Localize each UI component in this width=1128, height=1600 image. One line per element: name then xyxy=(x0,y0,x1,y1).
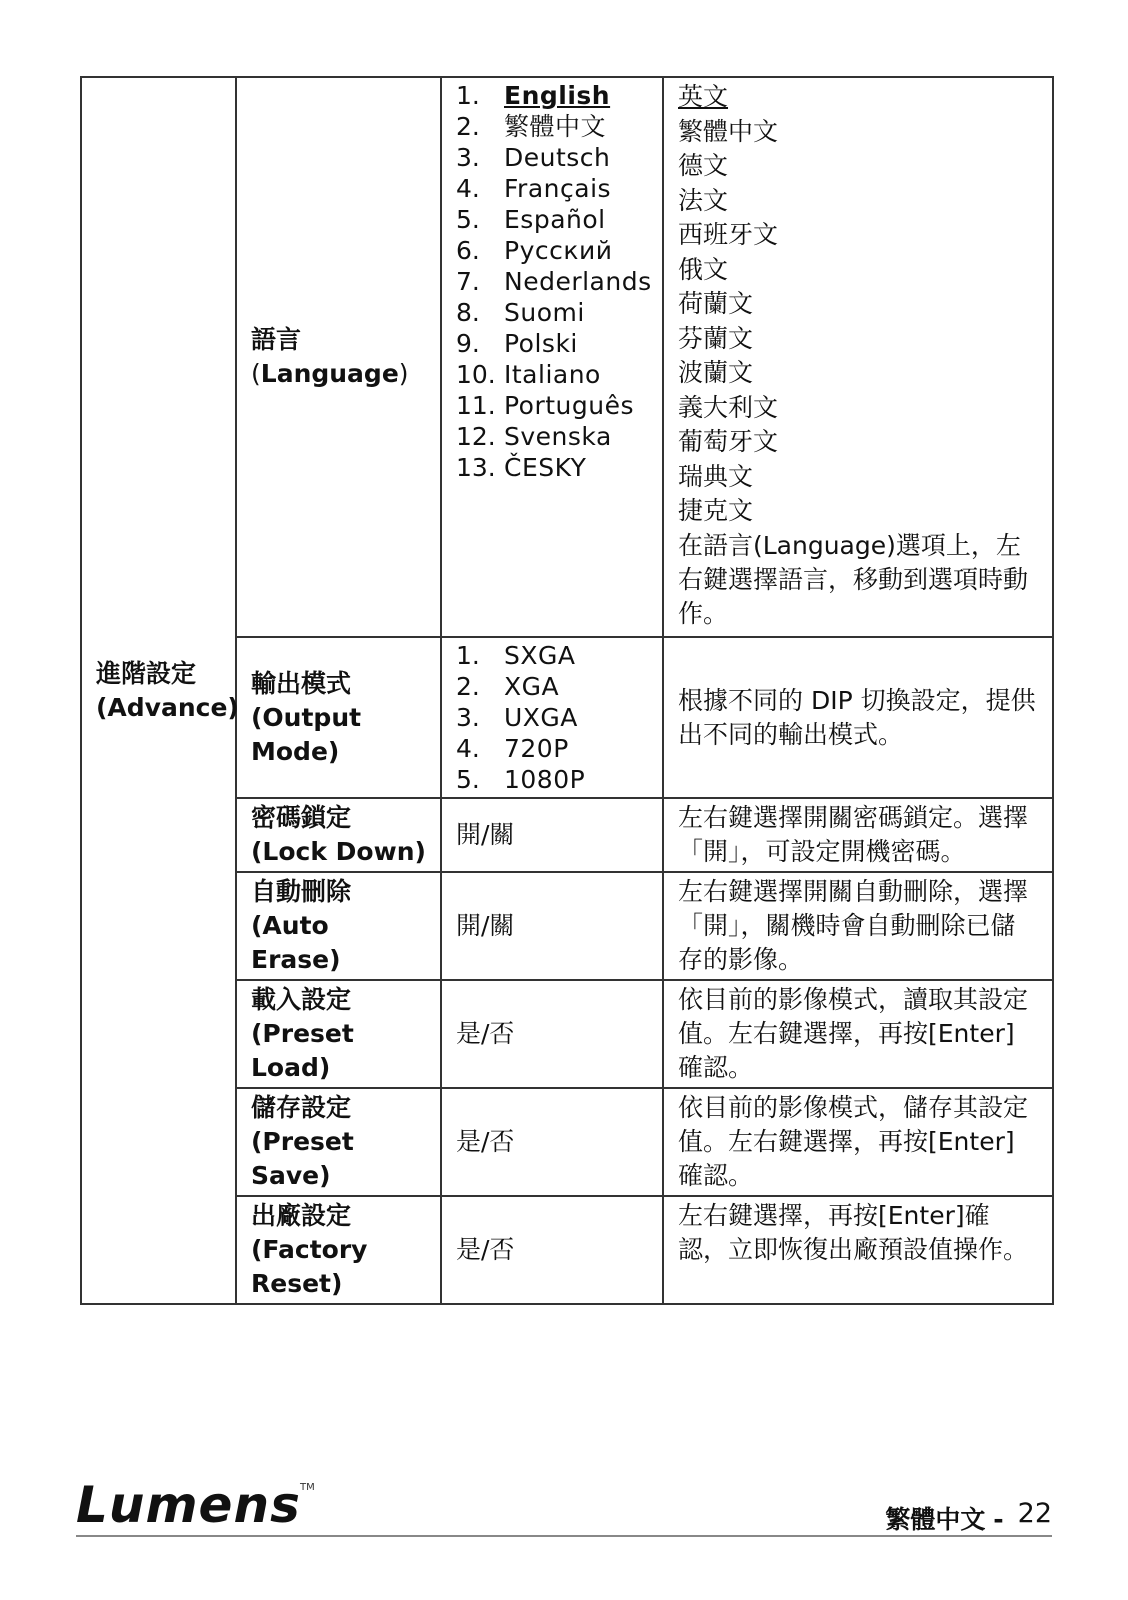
option-item xyxy=(456,328,648,359)
item-autoerase-en: (Auto Erase) xyxy=(251,911,341,974)
language-zh-name: 英文 xyxy=(678,82,729,111)
option-number: 13. xyxy=(456,453,496,482)
item-factory-en2: Reset) xyxy=(251,1269,343,1298)
option-item xyxy=(456,204,648,235)
option-text: Nederlands xyxy=(504,267,652,296)
option-text: Português xyxy=(504,391,635,420)
settings-table xyxy=(80,76,1054,1305)
option-number: 4. xyxy=(456,734,480,763)
language-zh-name: 繁體中文 xyxy=(678,116,779,146)
item-presetsave xyxy=(236,1088,441,1196)
option-text: 1080P xyxy=(504,765,586,794)
option-text: XGA xyxy=(504,672,560,701)
option-item xyxy=(456,421,648,452)
item-factory xyxy=(236,1196,441,1304)
language-zh-name: 義大利文 xyxy=(678,392,779,422)
item-output-zh: 輸出模式 xyxy=(251,668,352,698)
language-desc xyxy=(663,77,1053,637)
item-output xyxy=(236,637,441,798)
option-number: 1. xyxy=(456,641,480,670)
language-zh-name: 德文 xyxy=(678,151,729,180)
item-output-en1: (Output xyxy=(251,702,362,732)
option-number: 12. xyxy=(456,422,496,451)
item-presetload-zh: 載入設定 xyxy=(251,985,352,1014)
option-text: Français xyxy=(504,174,612,203)
category-zh: 進階設定 xyxy=(96,658,197,688)
option-item xyxy=(456,297,648,328)
language-zh-name: 波蘭文 xyxy=(678,358,754,387)
language-options xyxy=(441,77,663,637)
item-factory-en1: (Factory xyxy=(251,1235,368,1264)
language-note: 在語言(Language)選項上，左右鍵選擇語言，移動到選項時動作。 xyxy=(678,530,1029,628)
output-desc: 根據不同的 DIP 切換設定，提供出不同的輸出模式。 xyxy=(663,637,1053,798)
option-number: 7. xyxy=(456,267,480,296)
presetload-option: 是/否 xyxy=(441,980,663,1088)
option-number: 2. xyxy=(456,112,480,141)
option-text: ČESKY xyxy=(504,453,587,482)
presetload-desc: 依目前的影像模式，讀取其設定值。左右鍵選擇，再按[Enter]確認。 xyxy=(663,980,1053,1088)
item-language xyxy=(236,77,441,637)
output-options xyxy=(441,637,663,798)
output-option-list xyxy=(456,640,648,795)
item-autoerase-zh: 自動刪除 xyxy=(251,877,352,906)
language-zh-names xyxy=(678,80,1038,529)
language-option-list xyxy=(456,80,652,483)
trademark-mark: TM xyxy=(300,1482,315,1493)
language-zh-name: 葡萄牙文 xyxy=(678,427,779,456)
autoerase-option: 開/關 xyxy=(441,872,663,980)
option-text: Polski xyxy=(504,329,578,358)
category-en: (Advance) xyxy=(96,692,239,722)
item-presetsave-en: (Preset Save) xyxy=(251,1127,354,1190)
option-text: Русский xyxy=(504,236,613,265)
option-item xyxy=(456,640,648,671)
category-cell xyxy=(81,77,239,1304)
item-autoerase xyxy=(236,872,441,980)
language-zh-name: 荷蘭文 xyxy=(678,289,754,318)
footer-language: 繁體中文 xyxy=(885,1505,986,1534)
option-item xyxy=(456,390,648,421)
option-item xyxy=(456,266,652,297)
factory-option: 是/否 xyxy=(441,1196,663,1304)
option-item xyxy=(456,142,648,173)
option-item xyxy=(456,733,648,764)
option-text: 720P xyxy=(504,734,569,763)
option-item xyxy=(456,702,648,733)
item-output-en2: Mode) xyxy=(251,736,340,766)
option-text: English xyxy=(504,81,611,110)
option-item xyxy=(456,235,648,266)
item-language-zh: 語言 xyxy=(251,325,302,354)
language-zh-name: 芬蘭文 xyxy=(678,323,754,353)
option-text: Suomi xyxy=(504,298,585,327)
option-number: 9. xyxy=(456,329,480,358)
item-factory-zh: 出廠設定 xyxy=(251,1201,352,1230)
option-number: 10. xyxy=(456,360,496,389)
option-item xyxy=(456,359,648,390)
item-presetload-en: (Preset Load) xyxy=(251,1019,354,1082)
option-number: 3. xyxy=(456,703,480,732)
footer-separator: - xyxy=(993,1505,1004,1534)
language-zh-name: 法文 xyxy=(678,185,729,215)
option-number: 4. xyxy=(456,174,480,203)
item-lockdown xyxy=(236,798,441,872)
option-item xyxy=(456,80,648,111)
option-text: Svenska xyxy=(504,422,612,451)
item-lockdown-en: (Lock Down) xyxy=(251,837,426,866)
option-text: UXGA xyxy=(504,703,578,732)
option-number: 1. xyxy=(456,81,480,110)
autoerase-desc: 左右鍵選擇開關自動刪除，選擇「開」，關機時會自動刪除已儲存的影像。 xyxy=(663,872,1053,980)
item-language-en: (Language) xyxy=(251,359,409,388)
presetsave-desc: 依目前的影像模式，儲存其設定值。左右鍵選擇，再按[Enter]確認。 xyxy=(663,1088,1053,1196)
lumens-logo: Lumens xyxy=(76,1476,301,1534)
lockdown-desc: 左右鍵選擇開關密碼鎖定。選擇「開」，可設定開機密碼。 xyxy=(663,798,1053,872)
table-row-language xyxy=(81,77,1053,637)
item-presetsave-zh: 儲存設定 xyxy=(251,1093,352,1122)
factory-desc: 左右鍵選擇，再按[Enter]確認，立即恢復出廠預設值操作。 xyxy=(663,1196,1053,1304)
option-item xyxy=(456,173,648,204)
option-number: 3. xyxy=(456,143,480,172)
option-number: 2. xyxy=(456,672,480,701)
option-text: SXGA xyxy=(504,641,576,670)
language-zh-name: 西班牙文 xyxy=(678,220,779,249)
language-zh-name: 瑞典文 xyxy=(678,461,754,491)
footer-page-label xyxy=(885,1500,1052,1536)
option-number: 8. xyxy=(456,298,480,327)
option-number: 5. xyxy=(456,765,480,794)
option-number: 11. xyxy=(456,391,496,420)
option-number: 5. xyxy=(456,205,480,234)
language-zh-name: 捷克文 xyxy=(678,496,754,525)
language-zh-name: 俄文 xyxy=(678,254,729,284)
option-item xyxy=(456,452,648,483)
lockdown-option: 開/關 xyxy=(441,798,663,872)
option-item xyxy=(456,671,648,702)
option-item xyxy=(456,111,648,142)
option-text: 繁體中文 xyxy=(504,112,607,141)
option-number: 6. xyxy=(456,236,480,265)
page-number: 22 xyxy=(1017,1498,1052,1529)
option-text: Italiano xyxy=(504,360,601,389)
item-presetload xyxy=(236,980,441,1088)
option-text: Español xyxy=(504,205,606,234)
item-lockdown-zh: 密碼鎖定 xyxy=(251,803,352,832)
option-text: Deutsch xyxy=(504,143,611,172)
option-item xyxy=(456,764,648,795)
presetsave-option: 是/否 xyxy=(441,1088,663,1196)
